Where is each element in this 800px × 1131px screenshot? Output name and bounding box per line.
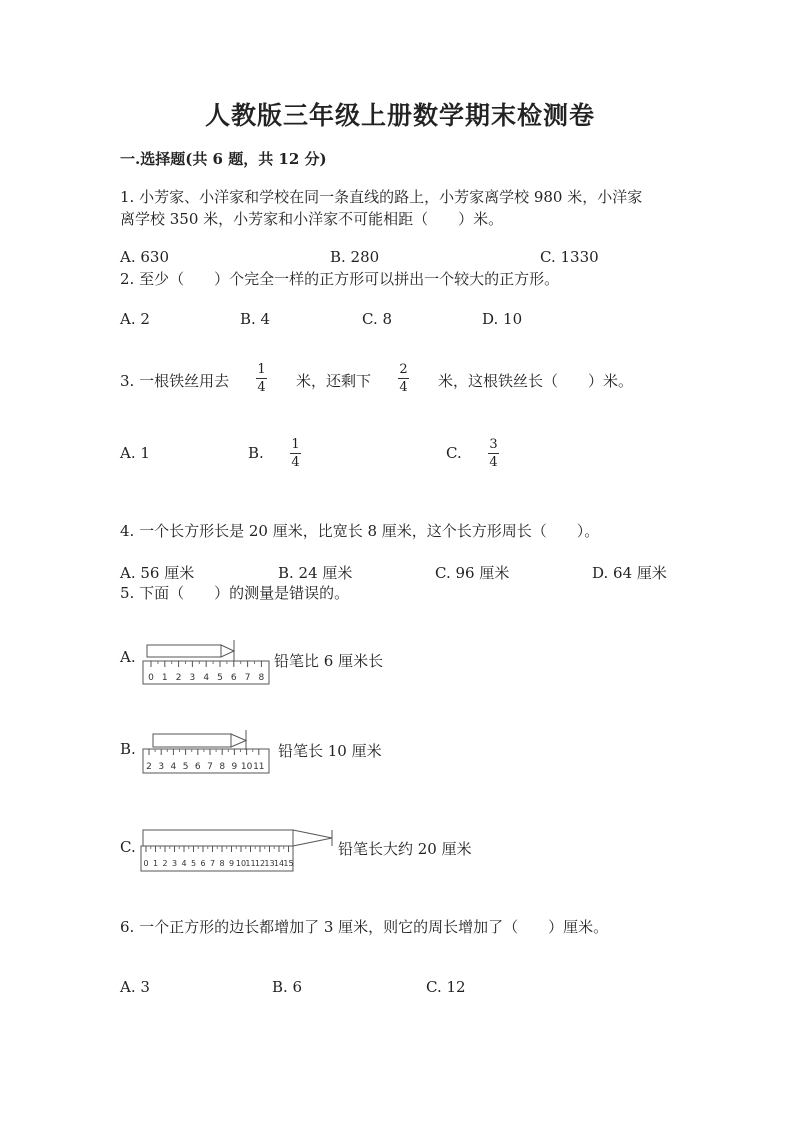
question-1-line-1: 1. 小芳家、小洋家和学校在同一条直线的路上，小芳家离学校 980 米，小洋家 <box>120 188 643 206</box>
ruler-tick-label: 4 <box>203 673 210 683</box>
ruler-tick-label: 2 <box>162 859 168 868</box>
q1-option-b[interactable]: B. 280 <box>330 248 380 266</box>
fraction-one-quarter <box>256 362 267 395</box>
q5-option-b-label: 铅笔长 10 厘米 <box>278 742 382 760</box>
q4-option-b[interactable]: B. 24 厘米 <box>278 564 353 582</box>
q5-option-a-label: 铅笔比 6 厘米长 <box>274 652 384 670</box>
fraction-two-quarters <box>398 362 409 395</box>
q6-option-c[interactable]: C. 12 <box>426 978 466 996</box>
ruler-tick-label: 8 <box>258 673 265 683</box>
ruler-tick-label: 3 <box>189 673 196 683</box>
q2-option-a[interactable]: A. 2 <box>120 310 150 328</box>
ruler-tick-label: 8 <box>219 859 225 868</box>
fraction-numerator: 3 <box>489 437 498 452</box>
fraction-numerator: 1 <box>291 437 300 452</box>
ruler-tick-label: 7 <box>209 859 216 868</box>
q4-option-d[interactable]: D. 64 厘米 <box>592 564 667 582</box>
q6-option-a[interactable]: A. 3 <box>120 978 150 996</box>
q2-option-b[interactable]: B. 4 <box>240 310 271 328</box>
ruler-tick-label: 9 <box>231 762 238 772</box>
q3-option-c[interactable]: C. <box>446 444 462 462</box>
ruler-tick-label: 11 <box>245 859 256 868</box>
ruler-tick-label: 5 <box>217 673 223 683</box>
q3-option-b[interactable]: B. <box>248 444 264 462</box>
section-heading: 一.选择题(共 6 题，共 12 分) <box>120 150 327 168</box>
ruler-tick-label: 6 <box>194 762 201 772</box>
q5-option-c[interactable]: C. <box>120 838 136 856</box>
q1-option-a[interactable]: A. 630 <box>120 248 169 266</box>
ruler-pencil-c <box>138 826 336 874</box>
fraction-denominator: 4 <box>489 455 498 470</box>
ruler-tick-label: 1 <box>152 859 159 868</box>
question-1-line-2: 离学校 350 米，小芳家和小洋家不可能相距（ ）米。 <box>120 210 504 228</box>
question-2-text: 2. 至少（ ）个完全一样的正方形可以拼出一个较大的正方形。 <box>120 270 560 288</box>
q3-option-a[interactable]: A. 1 <box>120 444 150 462</box>
question-3-part-1: 3. 一根铁丝用去 <box>120 372 230 390</box>
q3-option-b-fraction <box>290 437 301 470</box>
question-6-text: 6. 一个正方形的边长都增加了 3 厘米，则它的周长增加了（ ）厘米。 <box>120 918 609 936</box>
ruler-tick-label: 2 <box>146 762 152 772</box>
ruler-tick-label: 2 <box>175 673 182 683</box>
fraction-denominator: 4 <box>399 380 408 395</box>
q2-option-d[interactable]: D. 10 <box>482 310 523 328</box>
ruler-tick-label: 10 <box>240 762 253 772</box>
q3-option-c-fraction <box>488 437 499 470</box>
ruler-tick-label: 8 <box>219 762 226 772</box>
ruler-tick-label: 7 <box>207 762 213 772</box>
question-3-part-3: 米，这根铁丝长（ ）米。 <box>438 372 634 390</box>
ruler-tick-label: 15 <box>283 859 294 868</box>
q4-option-a[interactable]: A. 56 厘米 <box>120 564 195 582</box>
ruler-pencil-b <box>140 730 272 776</box>
fraction-numerator: 1 <box>257 362 266 377</box>
ruler-tick-label: 4 <box>181 859 187 868</box>
ruler-pencil-a <box>140 640 272 686</box>
q5-option-a[interactable]: A. <box>120 648 136 666</box>
fraction-denominator: 4 <box>291 455 300 470</box>
ruler-tick-label: 7 <box>244 673 251 683</box>
ruler-tick-label: 1 <box>161 673 168 683</box>
question-4-text: 4. 一个长方形长是 20 厘米，比宽长 8 厘米，这个长方形周长（ ）。 <box>120 522 600 540</box>
ruler-tick-label: 5 <box>190 859 197 868</box>
ruler-tick-label: 0 <box>148 673 154 683</box>
q1-option-c[interactable]: C. 1330 <box>540 248 599 266</box>
q5-option-c-label: 铅笔长大约 20 厘米 <box>338 840 472 858</box>
ruler-tick-label: 12 <box>254 859 266 868</box>
ruler-tick-label: 14 <box>273 859 285 868</box>
page-title: 人教版三年级上册数学期末检测卷 <box>204 101 595 130</box>
question-3-part-2: 米，还剩下 <box>296 372 372 390</box>
ruler-tick-label: 13 <box>264 859 275 868</box>
ruler-tick-label: 6 <box>230 673 237 683</box>
q4-option-c[interactable]: C. 96 厘米 <box>435 564 510 582</box>
question-5-text: 5. 下面（ ）的测量是错误的。 <box>120 584 350 602</box>
ruler-tick-label: 5 <box>182 762 189 772</box>
ruler-tick-label: 11 <box>253 762 265 772</box>
ruler-tick-label: 3 <box>171 859 178 868</box>
q2-option-c[interactable]: C. 8 <box>362 310 393 328</box>
fraction-denominator: 4 <box>257 380 266 395</box>
ruler-tick-label: 4 <box>170 762 177 772</box>
ruler-tick-label: 10 <box>235 859 247 868</box>
ruler-tick-label: 3 <box>158 762 165 772</box>
q6-option-b[interactable]: B. 6 <box>272 978 303 996</box>
q5-option-b[interactable]: B. <box>120 740 136 758</box>
ruler-tick-label: 6 <box>200 859 206 868</box>
ruler-tick-label: 9 <box>228 859 235 868</box>
ruler-tick-label: 0 <box>143 859 149 868</box>
fraction-numerator: 2 <box>399 362 408 377</box>
